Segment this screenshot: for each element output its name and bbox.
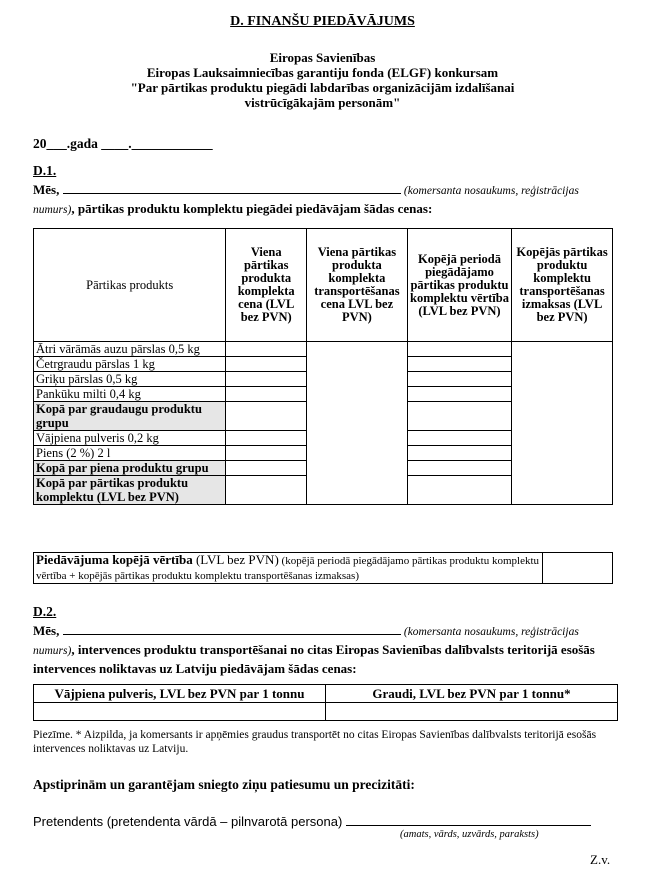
total-note: (kopējā periodā piegādājamo pārtikas produktu komplektu vērtība + kopējās pārtikas produktu komplektu transportēšanas izmaksas)	[36, 555, 540, 582]
transport-header-row	[34, 685, 618, 703]
header-transport-price: Viena pārtikas produkta komplekta transportēšanas cena LVL bez PVN)	[307, 229, 408, 342]
company-name-field[interactable]	[63, 622, 401, 635]
row-label: Griķu pārslas 0,5 kg	[34, 372, 226, 387]
company-note-2: numurs)	[33, 204, 72, 216]
row-label: Četrgraudu pārslas 1 kg	[34, 357, 226, 372]
subheading-line-3: "Par pārtikas produktu piegādi labdarības organizācijām izdalīšanai	[130, 80, 515, 95]
value-cell[interactable]	[407, 446, 511, 461]
price-cell[interactable]	[226, 446, 307, 461]
price-cell[interactable]	[226, 476, 307, 505]
price-table	[33, 228, 613, 505]
row-label-subtotal: Kopā par graudaugu produktu grupu	[34, 402, 226, 431]
transport-price-cell[interactable]	[307, 342, 408, 505]
milk-powder-price-cell[interactable]	[34, 703, 326, 721]
value-cell[interactable]	[407, 342, 511, 357]
total-value-cell[interactable]	[543, 553, 613, 584]
price-cell[interactable]	[226, 431, 307, 446]
row-label: Vājpiena pulveris 0,2 kg	[34, 431, 226, 446]
mes-label: Mēs,	[33, 182, 60, 197]
value-cell[interactable]	[407, 476, 511, 505]
header-set-price: Viena pārtikas produkta komplekta cena (LVL bez PVN)	[226, 229, 307, 342]
total-row	[34, 553, 613, 584]
applicant-line	[33, 813, 591, 829]
price-table-header	[34, 229, 613, 342]
price-cell[interactable]	[226, 342, 307, 357]
grain-price-cell[interactable]	[326, 703, 618, 721]
transport-input-row	[34, 703, 618, 721]
section-d2-heading: D.2.	[33, 604, 57, 619]
transport-price-table	[33, 684, 618, 721]
total-label	[34, 553, 543, 584]
price-cell[interactable]	[226, 387, 307, 402]
total-label-unit: (LVL bez PVN)	[192, 552, 279, 567]
company-note: (komersanta nosaukums, reģistrācijas	[403, 185, 579, 197]
section-d2-text	[33, 622, 613, 678]
value-cell[interactable]	[407, 372, 511, 387]
row-label-total: Kopā par pārtikas produktu komplektu (LVL bez PVN)	[34, 476, 226, 505]
subheading-line-2: Eiropas Lauksaimniecības garantiju fonda (ELGF) konkursam	[146, 65, 499, 80]
section-d1-text	[33, 181, 613, 219]
footnote: Piezīme. * Aizpilda, ja komersants ir apņēmies graudus transportēt no citas Eiropas Savienības dalībvalsts teritorijā esošās intervences noliktavas uz Latviju.	[33, 729, 597, 755]
row-label: Piens (2 %) 2 l	[34, 446, 226, 461]
total-value-table	[33, 552, 613, 584]
header-grain: Graudi, LVL bez PVN par 1 tonnu*	[326, 685, 618, 703]
company-note-2: numurs)	[33, 645, 72, 657]
d2-offer-text: , intervences produktu transportēšanai no citas Eiropas Savienības dalībvalsts teritorijā esošās intervences noliktavas uz Latviju piedāvājam šādas cenas:	[33, 642, 595, 676]
value-cell[interactable]	[407, 461, 511, 476]
price-cell[interactable]	[226, 357, 307, 372]
table-row	[34, 342, 613, 357]
transport-cost-cell[interactable]	[512, 342, 613, 505]
confirmation-statement: Apstiprinām un garantējam sniegto ziņu patiesumu un precizitāti:	[33, 777, 415, 792]
applicant-label: Pretendents (pretendenta vārdā – pilnvarotā persona)	[33, 814, 343, 829]
row-label: Ātri vārāmās auzu pārslas 0,5 kg	[34, 342, 226, 357]
value-cell[interactable]	[407, 387, 511, 402]
row-label: Pankūku milti 0,4 kg	[34, 387, 226, 402]
price-cell[interactable]	[226, 372, 307, 387]
document-title: D. FINANŠU PIEDĀVĀJUMS	[230, 14, 415, 29]
price-cell[interactable]	[226, 402, 307, 431]
value-cell[interactable]	[407, 357, 511, 372]
document-subheading	[0, 50, 645, 110]
header-milk-powder: Vājpiena pulveris, LVL bez PVN par 1 tonnu	[34, 685, 326, 703]
date-line[interactable]: 20___.gada ____.____________	[33, 136, 213, 151]
total-label-bold: Piedāvājuma kopējā vērtība	[36, 552, 193, 567]
header-total-value: Kopējā periodā piegādājamo pārtikas produktu komplektu vērtība (LVL bez PVN)	[407, 229, 511, 342]
subheading-line-1: Eiropas Savienības	[269, 50, 376, 65]
header-product: Pārtikas produkts	[34, 229, 226, 342]
d1-offer-text: , pārtikas produktu komplektu piegādei piedāvājam šādas cenas:	[71, 201, 433, 216]
value-cell[interactable]	[407, 431, 511, 446]
header-transport-cost: Kopējās pārtikas produktu komplektu transportēšanas izmaksas (LVL bez PVN)	[512, 229, 613, 342]
stamp-place: Z.v.	[590, 852, 611, 867]
value-cell[interactable]	[407, 402, 511, 431]
subheading-line-4: vistrūcīgākajām personām"	[244, 95, 401, 110]
price-cell[interactable]	[226, 461, 307, 476]
mes-label: Mēs,	[33, 623, 60, 638]
signature-field[interactable]	[346, 813, 591, 826]
company-note: (komersanta nosaukums, reģistrācijas	[403, 626, 579, 638]
section-d1-heading: D.1.	[33, 163, 57, 178]
row-label-subtotal: Kopā par piena produktu grupu	[34, 461, 226, 476]
company-name-field[interactable]	[63, 181, 401, 194]
signature-note: (amats, vārds, uzvārds, paraksts)	[400, 829, 539, 840]
